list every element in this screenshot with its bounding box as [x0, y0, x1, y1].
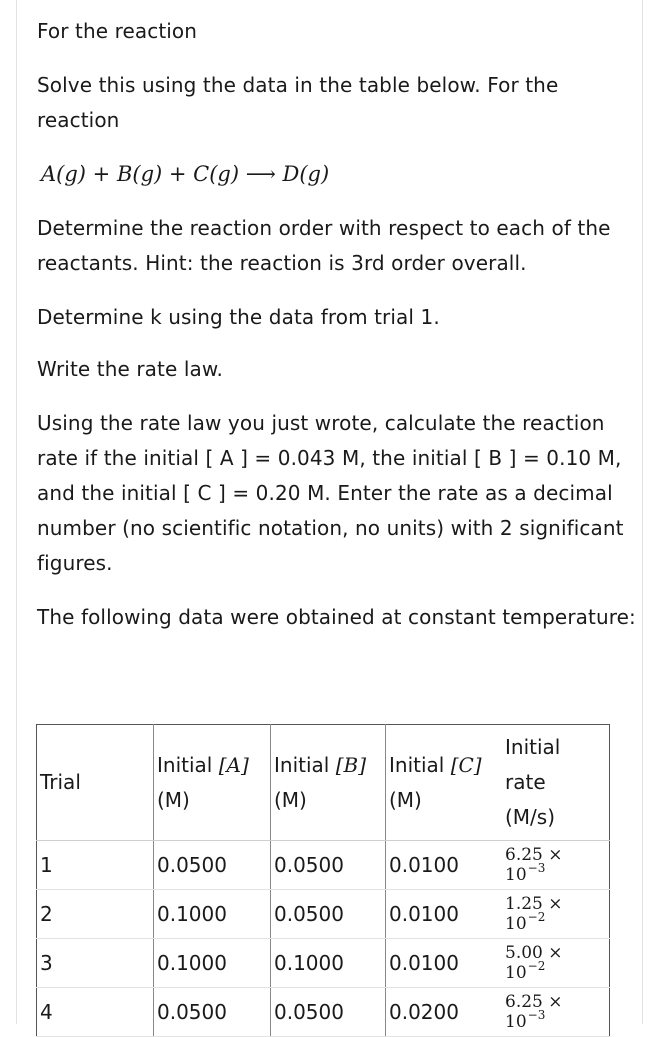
header-initial-rate: Initial rate (M/s) — [502, 725, 610, 841]
cell-b: 0.1000 — [271, 939, 386, 988]
cell-rate: $6.25 \times 10^{-3}$ — [502, 841, 610, 890]
equation-arrow: ⟶ — [245, 162, 276, 186]
intro-text: For the reaction — [37, 19, 198, 43]
table-header-row — [37, 725, 610, 841]
equation-reactants: A(g) + B(g) + C(g) — [41, 162, 240, 186]
cell-trial: 1 — [37, 841, 154, 890]
cell-b: 0.0500 — [271, 841, 386, 890]
reaction-equation — [37, 157, 637, 192]
kinetics-data-table — [36, 724, 610, 1037]
cell-b: 0.0500 — [271, 890, 386, 939]
cell-a: 0.0500 — [154, 988, 271, 1037]
header-trial: Trial — [37, 725, 154, 841]
cell-rate: $5.00 \times 10^{-2}$ — [502, 939, 610, 988]
table-row — [37, 841, 610, 890]
question-content — [37, 14, 637, 635]
question-calculate-rate: Using the rate law you just wrote, calculate the reaction rate if the initial [ A ] = 0.043 M, the initial [ B ] = 0.10 M, and the initial [ C ] = 0.20 M. Enter the rate as a decimal number (no scientific notation, no units) with 2 significant figures. — [37, 411, 624, 575]
cell-a: 0.0500 — [154, 841, 271, 890]
question-rate-constant: Determine k using the data from trial 1. — [37, 305, 440, 329]
instruction-text: Solve this using the data in the table below. For the reaction — [37, 73, 559, 132]
cell-rate: $1.25 \times 10^{-2}$ — [502, 890, 610, 939]
cell-c: 0.0100 — [386, 939, 503, 988]
cell-c: 0.0100 — [386, 841, 503, 890]
cell-trial: 3 — [37, 939, 154, 988]
header-initial-b: Initial [B] (M) — [271, 725, 386, 841]
header-initial-a: Initial [A] (M) — [154, 725, 271, 841]
table-row — [37, 939, 610, 988]
header-initial-c: Initial [C] (M) — [386, 725, 503, 841]
cell-c: 0.0200 — [386, 988, 503, 1037]
cell-trial: 2 — [37, 890, 154, 939]
question-reaction-order: Determine the reaction order with respect to each of the reactants. Hint: the reaction is 3rd order overall. — [37, 216, 611, 275]
cell-a: 0.1000 — [154, 939, 271, 988]
question-rate-law: Write the rate law. — [37, 357, 223, 381]
cell-a: 0.1000 — [154, 890, 271, 939]
cell-trial: 4 — [37, 988, 154, 1037]
cell-c: 0.0100 — [386, 890, 503, 939]
cell-b: 0.0500 — [271, 988, 386, 1037]
table-row — [37, 988, 610, 1037]
data-intro-text: The following data were obtained at constant temperature: — [37, 605, 636, 629]
equation-product: D(g) — [282, 162, 330, 186]
cell-rate: $6.25 \times 10^{-3}$ — [502, 988, 610, 1037]
table-row — [37, 890, 610, 939]
